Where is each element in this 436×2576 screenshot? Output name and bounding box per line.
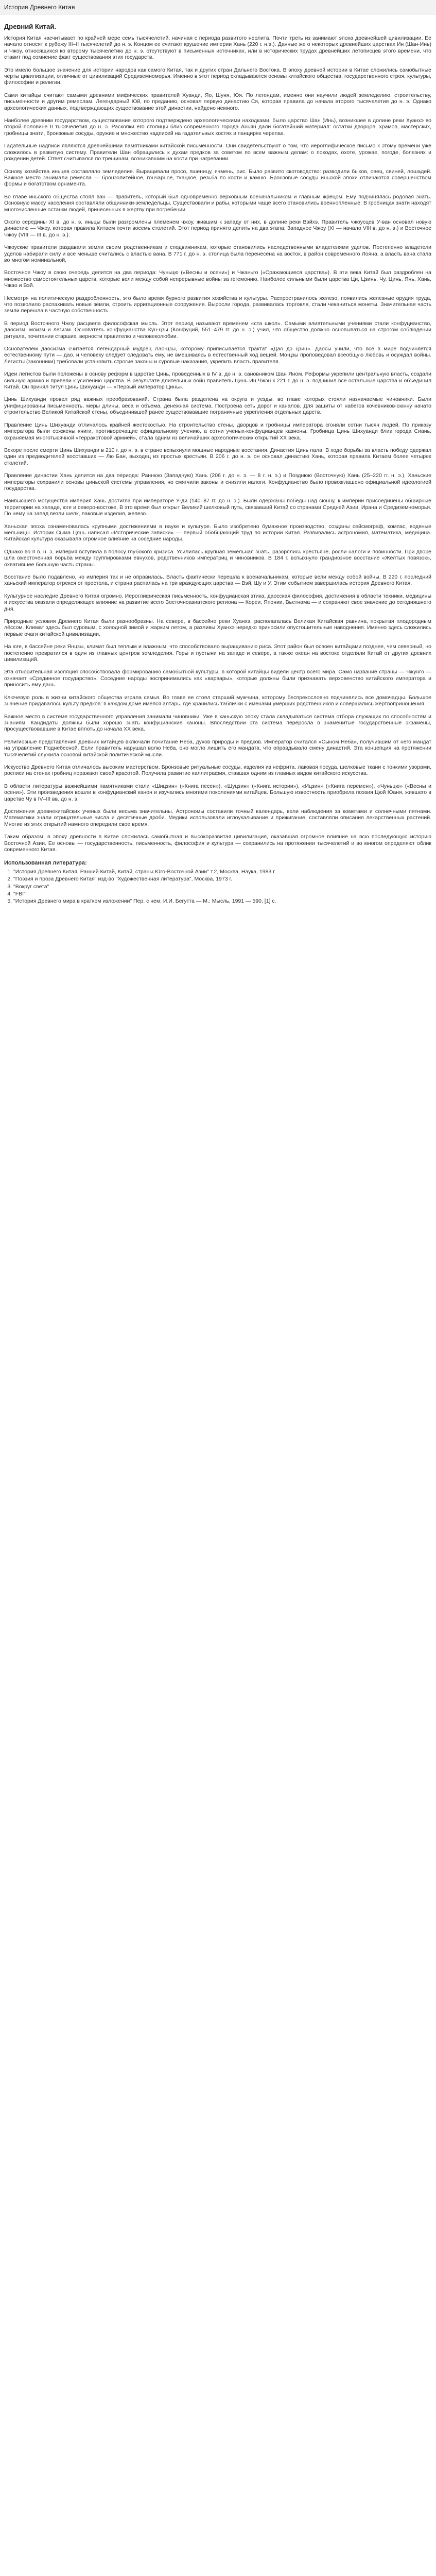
article-paragraph: Ключевую роль в жизни китайского общества играла семья. Во главе ее стоял старший мужчина, которому беспрекословно подчинялись все домочадцы. Большое значение придавалось культу предков: в каждом доме имелся алтарь, где хранились таблички с именами умерших родственников и совершались жертвоприношения.	[4, 694, 431, 707]
reference-item: 5. "История Древнего мира в кратком изложении" Пер. с нем. И.И. Бегутта — М.: Мысль, 1991 — 590, [1] с.	[13, 898, 431, 904]
article-title: Древний Китай.	[4, 23, 56, 30]
article-paragraph: Восточное Чжоу в свою очередь делится на два периода: Чуньцю («Весны и осени») и Чжаньго («Сражающиеся царства»). В эти века Китай был раздроблен на множество самостоятельных царств, которые вели между собой непрерывные войны за гегемонию. Наиболее сильными были царства Ци, Цзинь, Чу, Цинь, Янь, Хань, Чжао и Вэй.	[4, 269, 431, 289]
top-bar	[0, 0, 436, 14]
reference-item: 2. "Поэзия и проза Древнего Китая" изд-во "Художественная литература", Москва, 1973 г.	[13, 876, 431, 882]
article-paragraph: Природные условия Древнего Китая были разнообразны. На севере, в бассейне реки Хуанхэ, располагалась Великая Китайская равнина, покрытая плодородным лёссом. Климат здесь был суровым, с холодной зимой и жарким летом, а разливы Хуанхэ нередко приносили опустошительные наводнения. Именно здесь сложились первые очаги китайской цивилизации.	[4, 618, 431, 637]
reference-item: 1. "История Древнего Китая, Ранний Китай, Китай, страны Юго-Восточной Азии" т.2, Москва, Наука, 1983 г.	[13, 869, 431, 875]
article-paragraph: Вскоре после смерти Цинь Шихуанди в 210 г. до н. э. в стране вспыхнули мощные народные восстания. Династия Цинь пала. В ходе борьбы за власть победу одержал один из предводителей восставших — Лю Бан, выходец из простых крестьян. В 206 г. до н. э. он основал династию Хань, которая правила Китаем более четырех столетий.	[4, 447, 431, 466]
article-paragraph: Эта относительная изоляция способствовала формированию самобытной культуры, в которой китайцы видели центр всего мира. Само название страны — Чжунго — означает «Срединное государство». Соседние народы воспринимались как «варвары», которые должны были признавать верховенство китайского императора и приносить ему дань.	[4, 669, 431, 688]
article-paragraph: На юге, в бассейне реки Янцзы, климат был теплым и влажным, что способствовало выращиванию риса. Этот район был освоен китайцами позднее, чем северный, но постепенно превратился в один из главных центров земледелия. Горы и пустыни на западе и севере, а также океан на востоке отделяли Китай от других древних цивилизаций.	[4, 643, 431, 663]
article-paragraph: Это имело большое значение для истории народов как самого Китая, так и других стран Дальнего Востока. В эпоху древней истории в Китае сложились самобытные черты цивилизации, отличные от цивилизаций Средиземноморья. Именно в этот период складываются основы китайского общества, государственного строя, культуры, философии и религии.	[4, 66, 431, 86]
article-paragraph: Чжоуские правители раздавали земли своим родственникам и сподвижникам, которые становились наследственными владетелями уделов. Постепенно владетели уделов набирали силу и все меньше считались с властью вана. В 771 г. до н. э. столица была перенесена на восток, в район современного Лояна, а власть вана стала во многом номинальной.	[4, 244, 431, 263]
article-paragraph: Идеи легистов были положены в основу реформ в царстве Цинь, проведенных в IV в. до н. э. сановником Шан Яном. Реформы укрепили центральную власть, создали сильную армию и привели к усилению царства. В результате длительных войн правитель Цинь Ин Чжэн к 221 г. до н. э. подчинил все остальные царства и объединил Китай. Он принял титул Цинь Шихуанди — «Первый император Цинь».	[4, 371, 431, 391]
article-paragraph: Во главе иньского общества стоял ван — правитель, который был одновременно верховным военачальником и главным жрецом. Ему подчинялась родовая знать. Основную массу населения составляли общинники-земледельцы. Существовали и рабы, которыми чаще всего становились военнопленные. В гробницах знати находят многочисленные останки людей, принесенных в жертву при погребении.	[4, 193, 431, 213]
article-paragraph: Основу хозяйства иньцев составляло земледелие. Выращивали просо, пшеницу, ячмень, рис. Было развито скотоводство: разводили быков, овец, свиней, лошадей. Важное место занимали ремесла — бронзолитейное, гончарное, ткацкое, резьба по кости и камню. Бронзовые сосуды иньской эпохи отличаются совершенством формы и богатством орнамента.	[4, 168, 431, 188]
article-paragraph: Однако во II в. н. э. империя вступила в полосу глубокого кризиса. Усилилась крупная земельная знать, разорялись крестьяне, росли налоги и повинности. При дворе шла ожесточенная борьба между группировками евнухов, родственников императриц и чиновников. В 184 г. вспыхнуло грандиозное восстание «Желтых повязок», охватившее большую часть страны.	[4, 548, 431, 568]
article-paragraph: Правление династии Хань делится на два периода: Раннюю (Западную) Хань (206 г. до н. э. — 8 г. н. э.) и Позднюю (Восточную) Хань (25–220 гг. н. э.). Ханьские императоры сохранили основы циньской системы управления, но смягчили законы и снизили налоги. Конфуцианство было провозглашено официальной идеологией государства.	[4, 472, 431, 492]
article-paragraph: Ханьская эпоха ознаменовалась крупными достижениями в науке и культуре. Было изобретено бумажное производство, созданы сейсмограф, компас, водяные мельницы. Историк Сыма Цянь написал «Исторические записки» — первый обобщающий труд по истории Китая. Развивались астрономия, математика, медицина. Китайская культура оказывала огромное влияние на соседние народы.	[4, 523, 431, 543]
article-paragraph: Правление Цинь Шихуанди отличалось крайней жестокостью. На строительство стены, дворцов и гробницы императора сгоняли сотни тысяч людей. По приказу императора были сожжены книги, противоречащие официальному учению, а сотни ученых-конфуцианцев казнены. Гробница Цинь Шихуанди близ города Сиань, охраняемая многотысячной «терракотовой армией», стала одним из величайших археологических открытий XX века.	[4, 421, 431, 441]
article-paragraph: Важное место в системе государственного управления занимали чиновники. Уже в ханьскую эпоху стала складываться система отбора служащих по способностям и знаниям. Кандидаты должны были хорошо знать конфуцианские каноны. Впоследствии эта система переросла в знаменитые государственные экзамены, просуществовавшие в Китае вплоть до начала XX века.	[4, 713, 431, 733]
article-body	[4, 35, 431, 906]
article-paragraph: Искусство Древнего Китая отличалось высоким мастерством. Бронзовые ритуальные сосуды, изделия из нефрита, лаковая посуда, шелковые ткани с тонкими узорами, росписи на стенах гробниц поражают своей красотой. Получила развитие каллиграфия, ставшая одним из главных видов китайского искусства.	[4, 764, 431, 777]
article-paragraph: Цинь Шихуанди провел ряд важных преобразований. Страна была разделена на округа и уезды, во главе которых стояли назначаемые чиновники. Были унифицированы письменность, меры длины, веса и объема, денежная система. Построена сеть дорог и каналов. Для защиты от набегов кочевников-сюнну начато строительство Великой Китайской стены, объединившей ранее существовавшие пограничные укрепления отдельных царств.	[4, 396, 431, 416]
article-paragraph: Восстание было подавлено, но империя так и не оправилась. Власть фактически перешла к военачальникам, которые вели между собой войны. В 220 г. последний ханьский император отрекся от престола, и страна распалась на три враждующих царства — Вэй, Шу и У. Этим событием завершилась история Древнего Китая.	[4, 574, 431, 587]
references-list	[4, 869, 431, 905]
references-heading: Использованная литература:	[4, 860, 87, 867]
article-paragraph: Наивысшего могущества империя Хань достигла при императоре У-ди (140–87 гг. до н. э.). Были одержаны победы над сюнну, к империи присоединены обширные территории на западе, юге и северо-востоке. В это время был открыт Великий шелковый путь, связавший Китай со странами Средней Азии, Ирана и Средиземноморья. По нему на запад везли шелк, лаковые изделия, железо.	[4, 498, 431, 517]
article-paragraph: В период Восточного Чжоу расцвела философская мысль. Этот период называют временем «ста школ». Самыми влиятельными учениями стали конфуцианство, даосизм, моизм и легизм. Основатель конфуцианства Кун-цзы (Конфуций, 551–479 гг. до н. э.) учил, что общество должно основываться на строгом соблюдении ритуала, почитании старших, верности правителю и человеколюбии.	[4, 320, 431, 340]
reference-item: 3. "Вокруг света"	[13, 884, 431, 890]
article-paragraph: История Китая насчитывает по крайней мере семь тысячелетий, начиная с периода развитого неолита. Почти треть из занимают эпоха древнейшей цивилизации. Ее начало относят к рубежу III–II тысячелетий до н. э. Концом ее считают крушение империи Хань (220 г. н.э.). Данные же о некоторых древнейших царствах Ин (Шан-Инь) и Чжоу, относящихся ко второму тысячелетию до н. э. отсутствуют в письменных источниках, или в исторических трудах древнейших летописцев этого времени, что ставит под сомнение факт существования этих государств.	[4, 35, 431, 61]
article-paragraph: Гадательные надписи являются древнейшими памятниками китайской письменности. Они свидетельствуют о том, что иероглифическое письмо к этому времени уже сложилось в развитую систему. Правители Шан обращались к духам предков за советом по всем важным делам: о походах, охоте, урожае, погоде, болезнях и рождении детей. Ответ считывался по трещинам, возникавшим на кости при нагревании.	[4, 143, 431, 162]
paragraph-list	[4, 35, 431, 853]
site-title: История Древнего Китая	[4, 4, 75, 11]
article-paragraph: Наиболее древним государством, существование которого подтверждено археологическими находками, было царство Шан (Инь), возникшее в долине реки Хуанхэ во второй половине II тысячелетия до н. э. Раскопки его столицы близ современного города Аньян дали богатейший материал: остатки дворцов, храмов, мастерских, гробницы знати, бронзовые сосуды, оружие и множество надписей на гадательных костях и панцирях черепах.	[4, 117, 431, 137]
article-paragraph: Таким образом, в эпоху древности в Китае сложилась самобытная и высокоразвитая цивилизация, оказавшая огромное влияние на всю последующую историю Восточной Азии. Ее основы — государственность, письменность, философия и культура — сохранились на протяжении тысячелетий и во многом определяют облик современного Китая.	[4, 834, 431, 853]
reference-item: 4. "FBI"	[13, 891, 431, 897]
article-paragraph: Сами китайцы считают самыми древними мифических правителей Хуанди, Яо, Шуня, Юя. По легендам, именно они научили людей земледелию, строительству, письменности и другим ремеслам. Легендарный Юй, по преданию, основал первую династию Ся, которая правила до начала второго тысячелетия до н. э. Однако археологических данных, подтверждающих существование этой династии, найдено немного.	[4, 92, 431, 111]
article-paragraph: Основателем даосизма считается легендарный мудрец Лао-цзы, которому приписывается трактат «Дао дэ цзин». Даосы учили, что все в мире подчиняется естественному пути — дао, и человеку следует следовать ему, не вмешиваясь в естественный ход вещей. Мо-цзы проповедовал всеобщую любовь и осуждал войны. Легисты (законники) требовали установить строгие законы и суровые наказания, укрепить власть правителя.	[4, 346, 431, 365]
article-paragraph: Религиозные представления древних китайцев включали почитание Неба, духов природы и предков. Император считался «Сыном Неба», получившим от него мандат на управление Поднебесной. Если правитель нарушал волю Неба, оно могло лишить его мандата, что оправдывало смену династий. Эта концепция на протяжении тысячелетий служила основой китайской политической мысли.	[4, 738, 431, 758]
article-paragraph: В области литературы важнейшими памятниками стали «Шицзин» («Книга песен»), «Шуцзин» («Книга истории»), «Ицзин» («Книга перемен»), «Чуньцю» («Весны и осени»). Эти произведения вошли в конфуцианский канон и изучались многими поколениями китайцев. Большую известность приобрела поэзия Цюй Юаня, жившего в царстве Чу в IV–III вв. до н. э.	[4, 783, 431, 802]
article-paragraph: Достижения древнекитайских ученых были весьма значительны. Астрономы составили точный календарь, вели наблюдения за кометами и солнечными пятнами. Математики знали отрицательные числа и десятичные дроби. Медики использовали иглоукалывание и прижигание, составляли описания лекарственных растений. Многие из этих открытий намного опередили свое время.	[4, 808, 431, 827]
article-paragraph: Около середины XI в. до н. э. иньцы были разгромлены племенем чжоу, жившим к западу от них, в долине реки Вэйхэ. Правитель чжоусцев У-ван основал новую династию — Чжоу, которая правила Китаем почти восемь столетий. Этот период принято делить на два этапа: Западное Чжоу (XI — начало VIII в. до н. э.) и Восточное Чжоу (VIII — III в. до н. э.).	[4, 218, 431, 238]
article-paragraph: Культурное наследие Древнего Китая огромно. Иероглифическая письменность, конфуцианская этика, даосская философия, достижения в области техники, медицины и искусства оказали определяющее влияние на развитие всего Восточноазиатского региона — Кореи, Японии, Вьетнама — и сохраняют свое значение до сегодняшнего дня.	[4, 592, 431, 612]
article-paragraph: Несмотря на политическую раздробленность, это было время бурного развития хозяйства и культуры. Распространилось железо, появились железные орудия труда, что позволило распахивать новые земли, строить ирригационные сооружения. Выросли города, развивалась торговля, стали чеканиться монеты. Значительная часть земли перешла в частную собственность.	[4, 295, 431, 314]
